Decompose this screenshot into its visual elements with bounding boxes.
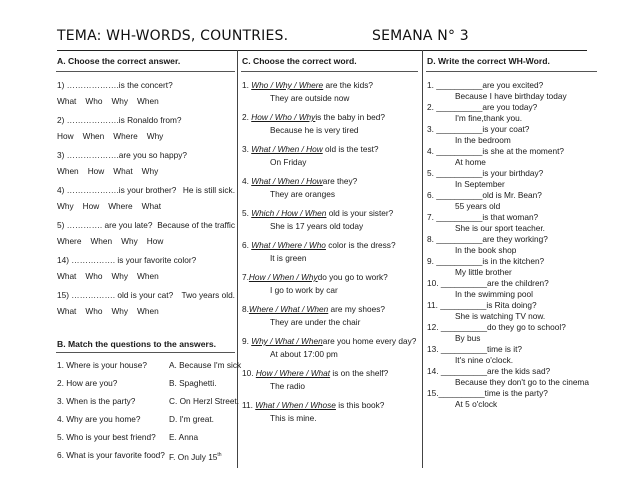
question-item bbox=[57, 115, 235, 142]
question-item bbox=[242, 304, 418, 328]
answer-text: At home bbox=[455, 157, 486, 167]
answer-text: The radio bbox=[270, 381, 306, 391]
match-row bbox=[57, 378, 235, 389]
question-context: He is still sick. bbox=[182, 185, 235, 195]
question-item bbox=[427, 256, 597, 278]
question-item bbox=[242, 176, 418, 200]
answer-option: Where bbox=[108, 201, 133, 211]
match-row bbox=[57, 450, 235, 463]
question-rest: old is the test? bbox=[322, 144, 379, 154]
section-c-title: C. Choose the correct word. bbox=[242, 56, 357, 66]
question-row bbox=[242, 112, 418, 123]
word-choices: What / When / Whose bbox=[255, 400, 336, 410]
match-row bbox=[57, 432, 235, 443]
question-text: 5) …………. are you late? bbox=[57, 220, 153, 230]
word-choices: How / Where / What bbox=[255, 368, 331, 378]
question-item bbox=[427, 300, 597, 322]
answer-text: They are outside now bbox=[270, 93, 350, 103]
question-rest: is the baby in bed? bbox=[315, 112, 385, 122]
answer-options bbox=[57, 96, 235, 107]
match-row bbox=[57, 360, 242, 371]
question-text: 9. __________is in the kitchen? bbox=[427, 256, 545, 266]
answer-text: In the book shop bbox=[455, 245, 517, 255]
question-number: 11. bbox=[242, 400, 256, 410]
section-a-title: A. Choose the correct answer. bbox=[57, 56, 181, 66]
header-divider bbox=[57, 50, 587, 51]
section-a-rule bbox=[56, 71, 235, 72]
question-number: 9. bbox=[242, 336, 252, 346]
answer-text: In the bedroom bbox=[455, 135, 511, 145]
question-text: 3. __________is your coat? bbox=[427, 124, 530, 134]
answer-text: It is green bbox=[270, 253, 307, 263]
answer-option: What bbox=[141, 201, 162, 211]
answer-text: 55 years old bbox=[455, 201, 501, 211]
question-item bbox=[242, 400, 418, 424]
answer-text: My little brother bbox=[455, 267, 512, 277]
section-d-list bbox=[427, 80, 597, 410]
answer-text: In the swimming pool bbox=[455, 289, 533, 299]
answer-options bbox=[57, 306, 235, 317]
question-item bbox=[242, 144, 418, 168]
question-text: 5. __________is your birthday? bbox=[427, 168, 544, 178]
match-answer bbox=[169, 360, 241, 371]
question-row bbox=[57, 220, 235, 231]
question-item bbox=[427, 80, 597, 102]
column-d bbox=[427, 56, 597, 410]
question-row bbox=[242, 208, 418, 219]
question-row bbox=[57, 150, 235, 161]
answer-text: She is watching TV now. bbox=[455, 311, 546, 321]
answer-text: At 5 o'clock bbox=[455, 399, 498, 409]
answer-option: When bbox=[137, 271, 159, 281]
question-text: 2) ……………….is Ronaldo from? bbox=[57, 115, 182, 125]
answer-option: Who bbox=[85, 96, 103, 106]
answer-option: What bbox=[57, 306, 77, 316]
answer-text: In September bbox=[455, 179, 505, 189]
answer-option: Who bbox=[85, 271, 103, 281]
question-text: 11. __________is Rita doing? bbox=[427, 300, 537, 310]
page-title: TEMA: WH-WORDS, COUNTRIES. bbox=[57, 28, 289, 44]
question-item bbox=[57, 185, 235, 212]
question-text: 1) ……………….is the concert? bbox=[57, 80, 173, 90]
question-text: 1. __________are you excited? bbox=[427, 80, 544, 90]
question-item bbox=[242, 240, 418, 264]
answer-option: Why bbox=[111, 271, 129, 281]
question-text: 4) ……………….is your brother? bbox=[57, 185, 177, 195]
answer-option: Why bbox=[146, 131, 164, 141]
question-row bbox=[242, 400, 418, 411]
answer-text: This is mine. bbox=[270, 413, 317, 423]
question-row bbox=[242, 80, 418, 91]
section-c-list bbox=[242, 80, 418, 424]
question-row bbox=[57, 255, 235, 266]
match-answer-text: B. Spaghetti. bbox=[169, 378, 217, 388]
question-item bbox=[427, 190, 597, 212]
question-rest: are they? bbox=[322, 176, 358, 186]
answer-option: Who bbox=[85, 306, 103, 316]
match-answer bbox=[169, 432, 198, 443]
question-rest: do you go to work? bbox=[317, 272, 388, 282]
word-choices: How / When / Why bbox=[248, 272, 318, 282]
question-text: 2. __________are you today? bbox=[427, 102, 538, 112]
match-question: 3. When is the party? bbox=[57, 396, 136, 406]
section-d-rule bbox=[426, 71, 597, 72]
section-b-rule bbox=[56, 352, 235, 353]
match-answer-text: D. I'm great. bbox=[169, 414, 214, 424]
word-choices: Why / What / When bbox=[251, 336, 323, 346]
answer-text: She is our sport teacher. bbox=[455, 223, 545, 233]
answer-option: Where bbox=[57, 236, 82, 246]
match-question: 6. What is your favorite food? bbox=[57, 450, 165, 460]
answer-option: How bbox=[57, 131, 74, 141]
answer-option: How bbox=[146, 236, 164, 246]
question-item bbox=[427, 168, 597, 190]
question-number: 7. bbox=[242, 272, 249, 282]
question-number: 3. bbox=[242, 144, 252, 154]
question-row bbox=[242, 336, 418, 347]
match-answer-text: A. Because I'm sick bbox=[169, 360, 242, 370]
question-item bbox=[57, 290, 235, 317]
question-item bbox=[427, 322, 597, 344]
match-question: 2. How are you? bbox=[57, 378, 118, 388]
section-b-list bbox=[57, 360, 242, 463]
question-text: 14) ……………. is your favorite color? bbox=[57, 255, 197, 265]
answer-text: Because I have birthday today bbox=[455, 91, 567, 101]
match-answer-text: C. On Herzl Street. bbox=[169, 396, 240, 406]
answer-option: Why bbox=[141, 166, 159, 176]
question-context: Two years old. bbox=[181, 290, 235, 300]
question-rest: is on the shelf? bbox=[330, 368, 389, 378]
question-number: 10. bbox=[242, 368, 256, 378]
match-answer bbox=[169, 378, 217, 389]
answer-option: What bbox=[57, 96, 77, 106]
question-text: 15) ……………. old is your cat? bbox=[57, 290, 174, 300]
question-number: 5. bbox=[242, 208, 252, 218]
ordinal-suffix: th bbox=[217, 452, 222, 458]
answer-option: When bbox=[82, 131, 105, 141]
question-text: 6. __________old is Mr. Bean? bbox=[427, 190, 542, 200]
answer-option: What bbox=[57, 271, 77, 281]
question-text: 4. __________is she at the moment? bbox=[427, 146, 564, 156]
match-question: 1. Where is your house? bbox=[57, 360, 147, 370]
question-item bbox=[427, 146, 597, 168]
question-text: 13. __________time is it? bbox=[427, 344, 523, 354]
question-text: 15.__________time is the party? bbox=[427, 388, 548, 398]
answer-option: When bbox=[57, 166, 79, 176]
match-question: 4. Why are you home? bbox=[57, 414, 141, 424]
question-item bbox=[427, 366, 597, 388]
match-answer bbox=[169, 396, 239, 407]
match-answer-text: F. On July 15 bbox=[169, 451, 218, 462]
answer-option: Why bbox=[111, 306, 129, 316]
answer-text: By bus bbox=[455, 333, 481, 343]
answer-text: On Friday bbox=[270, 157, 307, 167]
question-row bbox=[57, 185, 235, 196]
answer-options bbox=[57, 201, 235, 212]
question-rest: are the kids? bbox=[323, 80, 373, 90]
question-text: 10. __________are the children? bbox=[427, 278, 549, 288]
question-row bbox=[242, 176, 418, 187]
column-c bbox=[242, 56, 418, 424]
answer-options bbox=[57, 236, 235, 247]
question-item bbox=[242, 336, 418, 360]
question-number: 4. bbox=[242, 176, 252, 186]
match-row bbox=[57, 414, 235, 425]
question-number: 1. bbox=[242, 80, 252, 90]
question-text: 12. __________do they go to school? bbox=[427, 322, 566, 332]
section-b-title: B. Match the questions to the answers. bbox=[57, 339, 217, 349]
question-text: 3) ……………….are you so happy? bbox=[57, 150, 188, 160]
answer-options bbox=[57, 131, 235, 142]
question-row bbox=[57, 80, 235, 91]
question-item bbox=[242, 368, 418, 392]
question-rest: are you home every day? bbox=[322, 336, 417, 346]
answer-text: They are under the chair bbox=[270, 317, 361, 327]
answer-text: At about 17:00 pm bbox=[270, 349, 338, 359]
answer-text: I'm fine,thank you. bbox=[455, 113, 523, 123]
answer-text: I go to work by car bbox=[270, 285, 338, 295]
question-item bbox=[427, 124, 597, 146]
word-choices: How / Who / Why bbox=[251, 112, 316, 122]
match-answer bbox=[169, 414, 214, 425]
answer-option: Why bbox=[57, 201, 74, 211]
question-item bbox=[242, 272, 418, 296]
question-rest: are my shoes? bbox=[328, 304, 385, 314]
word-choices: What / When / How bbox=[251, 176, 323, 186]
answer-option: What bbox=[113, 166, 133, 176]
question-item bbox=[57, 255, 235, 282]
answer-text: Because he is very tired bbox=[270, 125, 359, 135]
word-choices: Who / Why / Where bbox=[251, 80, 324, 90]
match-question: 5. Who is your best friend? bbox=[57, 432, 156, 442]
section-a-list bbox=[57, 80, 235, 317]
answer-options bbox=[57, 271, 235, 282]
question-row bbox=[57, 115, 235, 126]
question-row bbox=[242, 368, 418, 379]
answer-option: When bbox=[90, 236, 113, 246]
answer-option: Where bbox=[113, 131, 138, 141]
word-choices: What / When / How bbox=[251, 144, 323, 154]
question-item bbox=[427, 388, 597, 410]
question-item bbox=[242, 208, 418, 232]
column-divider bbox=[422, 50, 423, 468]
question-row bbox=[57, 290, 235, 301]
question-item bbox=[427, 344, 597, 366]
question-item bbox=[242, 80, 418, 104]
question-item bbox=[427, 102, 597, 124]
week-label: SEMANA N° 3 bbox=[372, 28, 469, 44]
word-choices: What / Where / Who bbox=[251, 240, 326, 250]
word-choices: Where / What / When bbox=[248, 304, 329, 314]
question-number: 6. bbox=[242, 240, 252, 250]
answer-text: Because they don't go to the cinema bbox=[455, 377, 589, 387]
question-item bbox=[57, 220, 235, 247]
answer-option: How bbox=[87, 166, 105, 176]
answer-option: When bbox=[137, 96, 159, 106]
question-context: Because of the traffic bbox=[157, 220, 235, 230]
answer-text: It's nine o'clock. bbox=[455, 355, 514, 365]
question-item bbox=[427, 212, 597, 234]
question-text: 7. __________is that woman? bbox=[427, 212, 539, 222]
answer-option: Why bbox=[111, 96, 129, 106]
question-number: 8. bbox=[242, 304, 249, 314]
question-item bbox=[427, 234, 597, 256]
answer-option: Why bbox=[121, 236, 138, 246]
column-a-b bbox=[57, 56, 242, 463]
match-row bbox=[57, 396, 240, 407]
question-row bbox=[242, 144, 418, 155]
question-rest: is this book? bbox=[335, 400, 385, 410]
question-item bbox=[57, 150, 235, 177]
section-c-rule bbox=[241, 71, 418, 72]
question-text: 8. __________are they working? bbox=[427, 234, 548, 244]
match-answer-text: E. Anna bbox=[169, 432, 199, 442]
question-rest: color is the dress? bbox=[325, 240, 396, 250]
question-number: 2. bbox=[242, 112, 252, 122]
question-item bbox=[427, 278, 597, 300]
match-answer bbox=[169, 450, 222, 463]
answer-option: How bbox=[82, 201, 100, 211]
answer-text: They are oranges bbox=[270, 189, 336, 199]
answer-option: When bbox=[137, 306, 159, 316]
word-choices: Which / How / When bbox=[251, 208, 327, 218]
question-text: 14. __________are the kids sad? bbox=[427, 366, 551, 376]
question-row bbox=[242, 304, 418, 315]
answer-text: She is 17 years old today bbox=[270, 221, 364, 231]
question-row bbox=[242, 272, 418, 283]
question-item bbox=[242, 112, 418, 136]
question-item bbox=[57, 80, 235, 107]
question-row bbox=[242, 240, 418, 251]
section-d-title: D. Write the correct WH-Word. bbox=[427, 56, 550, 66]
answer-options bbox=[57, 166, 235, 177]
question-rest: old is your sister? bbox=[326, 208, 394, 218]
